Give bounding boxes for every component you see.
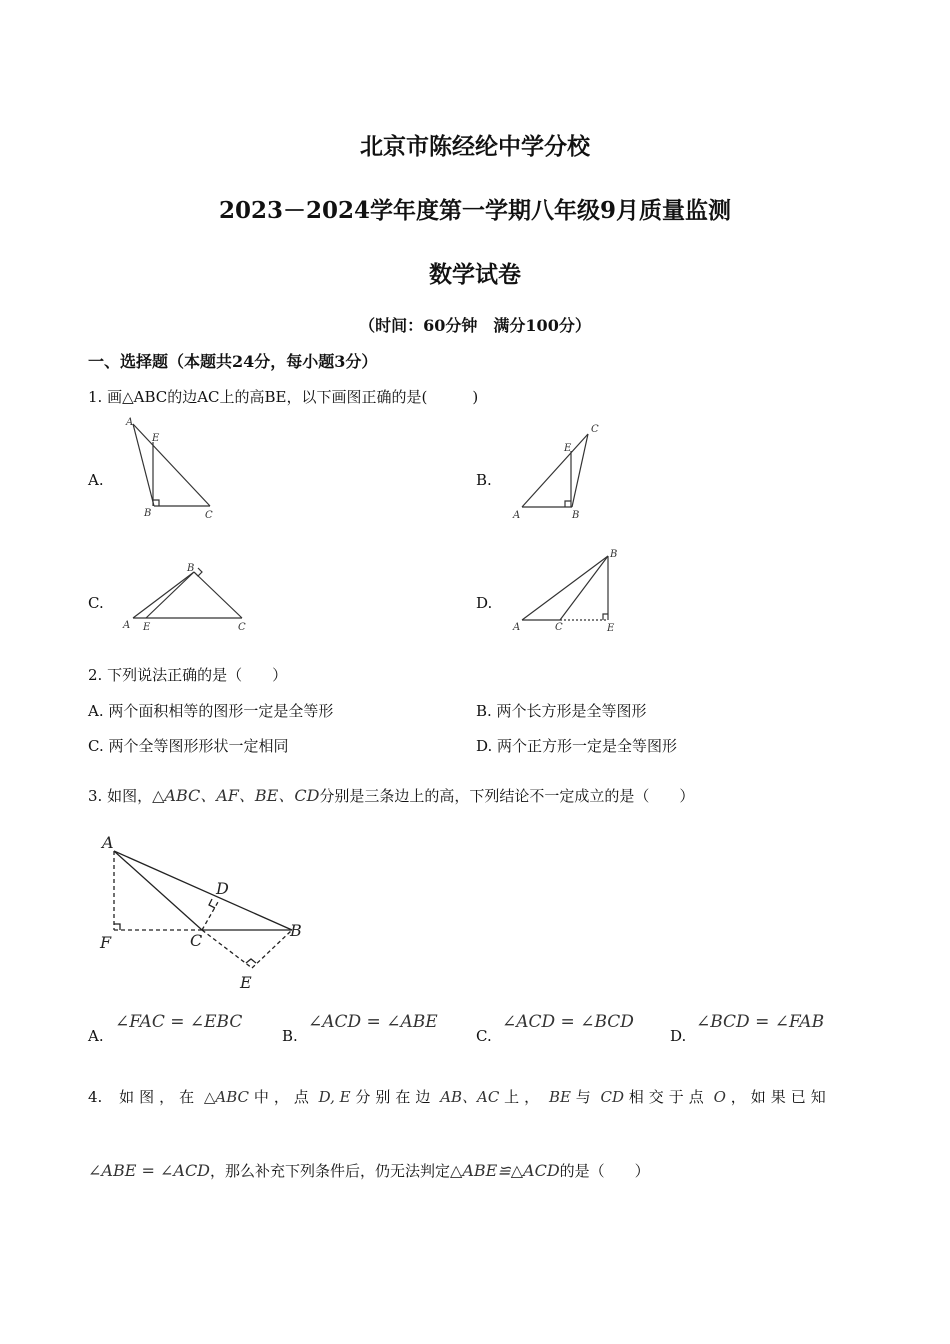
time-info: （时间：60分钟 满分100分） <box>359 316 591 335</box>
q1-option-c-label: C. <box>88 594 104 612</box>
q2-option-b: B. 两个长方形是全等图形 <box>476 702 647 720</box>
q3-stem-suffix: 分别是三条边上的高，下列结论不一定成立的是（ ） <box>319 787 695 805</box>
q3-option-b-label: B. <box>282 1027 298 1045</box>
fig-d-label-b: B <box>610 549 618 560</box>
fig-d-label-e: E <box>607 623 615 634</box>
q4-math-8: △ABE≌△ACD <box>450 1161 560 1180</box>
section-title: 一、选择题（本题共24分，每小题3分） <box>88 352 378 371</box>
q4-text-7: ，如果已知 <box>730 1088 831 1106</box>
q4-text-6: 相交于点 <box>628 1088 709 1106</box>
fig-b-label-b: B <box>572 510 580 521</box>
q3-option-c-math: ∠ACD = ∠BCD <box>502 1012 634 1032</box>
school-name: 北京市陈经纶中学分校 <box>360 133 590 160</box>
q3-stem-prefix: 3. 如图， <box>88 787 153 805</box>
q4-text-4: 上， <box>504 1088 545 1106</box>
q4-text-5: 与 <box>575 1088 596 1106</box>
q4-math-5: CD <box>600 1088 625 1106</box>
fig-c-label-a: A <box>123 620 131 631</box>
q3-label-b: B <box>290 921 302 940</box>
q3-label-e: E <box>240 973 252 992</box>
q4-math-3: AB、AC <box>440 1088 500 1106</box>
q1-figure-c <box>118 560 258 638</box>
q3-label-d: D <box>216 879 229 898</box>
q1-figure-a <box>118 412 228 524</box>
fig-c-label-c: C <box>238 622 246 633</box>
q1-stem: 1. 画△ABC的边AC上的高BE，以下画图正确的是( ) <box>88 388 479 406</box>
q3-option-d-math: ∠BCD = ∠FAB <box>696 1012 825 1032</box>
q3-stem-math: △ABC、AF、BE、CD <box>152 786 320 805</box>
q3-figure <box>92 826 322 998</box>
q4-text-3: 分别在边 <box>355 1088 436 1106</box>
q1-option-a-label: A. <box>88 471 104 489</box>
q2-option-a: A. 两个面积相等的图形一定是全等形 <box>88 702 334 720</box>
exam-title: 2023－2024学年度第一学期八年级9月质量监测 <box>218 197 732 224</box>
fig-c-label-e: E <box>143 622 151 633</box>
q1-figure-d <box>508 544 628 636</box>
q1-option-b-label: B. <box>476 471 492 489</box>
fig-d-label-c: C <box>555 622 563 633</box>
q3-option-d-label: D. <box>670 1027 687 1045</box>
fig-a-label-e: E <box>152 433 160 444</box>
fig-c-label-b: B <box>187 563 195 574</box>
q3-label-a: A <box>102 833 114 852</box>
q4-number: 4. <box>88 1088 103 1106</box>
fig-a-label-c: C <box>205 510 213 521</box>
fig-b-label-c: C <box>591 424 599 435</box>
q4-math-1: △ABC <box>203 1088 250 1106</box>
q4-stem-line2 <box>88 1160 650 1181</box>
q4-math-2: D, E <box>318 1088 351 1106</box>
q3-label-f: F <box>100 933 112 952</box>
q3-option-a-math: ∠FAC = ∠EBC <box>115 1012 243 1032</box>
q1-option-d-label: D. <box>476 594 493 612</box>
fig-a-label-a: A <box>126 417 134 428</box>
q2-option-c: C. 两个全等图形形状一定相同 <box>88 737 289 755</box>
q3-label-c: C <box>190 931 203 950</box>
fig-d-label-a: A <box>513 622 521 633</box>
q4-text-8: ，那么补充下列条件后，仍无法判定 <box>210 1162 451 1180</box>
q2-option-d: D. 两个正方形一定是全等图形 <box>476 737 678 755</box>
q4-text-1: 如图，在 <box>119 1088 200 1106</box>
subject-title: 数学试卷 <box>429 261 521 288</box>
q3-stem <box>88 783 694 806</box>
q4-math-6: O <box>713 1088 726 1106</box>
fig-b-label-a: A <box>513 510 521 521</box>
q4-stem-line1 <box>88 1086 831 1107</box>
q4-math-7: ∠ABE = ∠ACD <box>88 1161 211 1180</box>
q3-option-a-label: A. <box>88 1027 104 1045</box>
q4-text-2: 中，点 <box>253 1088 314 1106</box>
fig-a-label-b: B <box>144 508 152 519</box>
q2-stem: 2. 下列说法正确的是（ ） <box>88 666 288 684</box>
q3-option-b-math: ∠ACD = ∠ABE <box>308 1012 438 1032</box>
q4-math-4: BE <box>548 1088 571 1106</box>
q1-figure-b <box>508 418 618 526</box>
q3-option-c-label: C. <box>476 1027 492 1045</box>
fig-b-label-e: E <box>564 443 572 454</box>
q4-text-9: 的是（ ） <box>559 1162 650 1180</box>
